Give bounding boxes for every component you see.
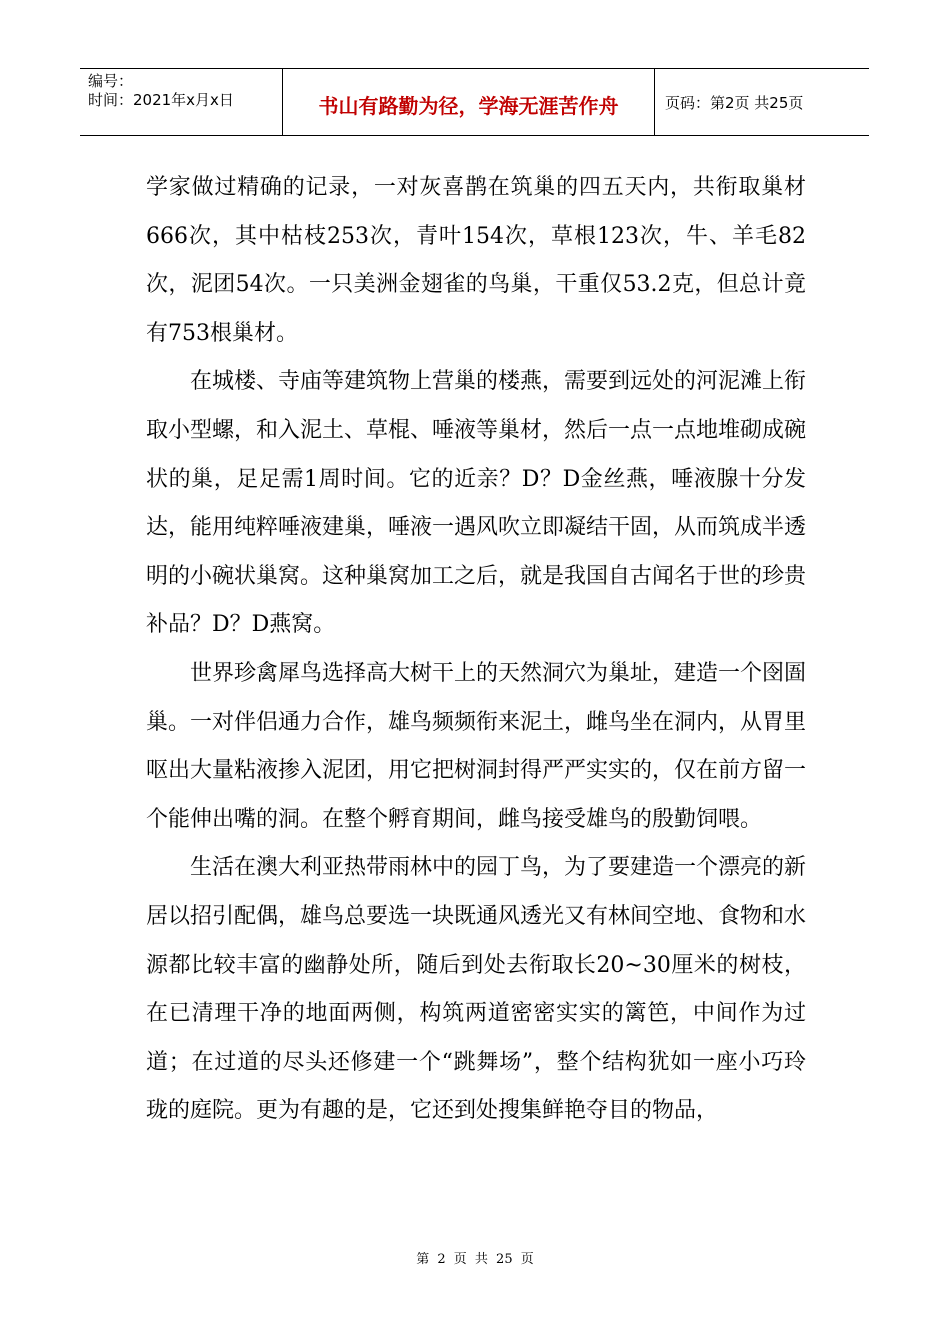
body-paragraph: 学家做过精确的记录，一对灰喜鹊在筑巢的四五天内，共衔取巢材666次，其中枯枝253次，青叶154次，草根123次，牛、羊毛82次，泥团54次。一只美洲金翅雀的鸟巢，干重仅53.2克，但总计竟有753根巢材。 [146, 175, 806, 346]
header-motto: 书山有路勤为径，学海无涯苦作舟 [283, 69, 655, 135]
header-meta [80, 69, 283, 135]
document-body [146, 164, 806, 1136]
page-footer: 第 2 页 共 25 页 [416, 1252, 534, 1267]
body-paragraph: 生活在澳大利亚热带雨林中的园丁鸟，为了要建造一个漂亮的新居以招引配偶，雄鸟总要选一块既通风透光又有林间空地、食物和水源都比较丰富的幽静处所，随后到处去衔取长20~30厘米的树枝，在已清理干净的地面两侧，构筑两道密密实实的篱笆，中间作为过道；在过道的尽头还修建一个“跳舞场”，整个结构犹如一座小巧玲珑的庭院。更为有趣的是，它还到处搜集鲜艳夺目的物品， [146, 855, 807, 1124]
page-header [80, 68, 869, 136]
body-paragraph: 在城楼、寺庙等建筑物上营巢的楼燕，需要到远处的河泥滩上衔取小型螺，和入泥土、草棍、唾液等巢材，然后一点一点地堆砌成碗状的巢，足足需1周时间。它的近亲？D？D金丝燕，唾液腺十分发达，能用纯粹唾液建巢，唾液一遇风吹立即凝结干固，从而筑成半透明的小碗状巢窝。这种巢窝加工之后，就是我国自古闻名于世的珍贵补品？D？D燕窝。 [146, 369, 807, 638]
body-paragraph: 世界珍禽犀鸟选择高大树干上的天然洞穴为巢址，建造一个囹圄巢。一对伴侣通力合作，雄鸟频频衔来泥土，雌鸟坐在洞内，从胃里呕出大量粘液掺入泥团，用它把树洞封得严严实实的，仅在前方留一个能伸出嘴的洞。在整个孵育期间，雌鸟接受雄鸟的殷勤饲喂。 [146, 660, 807, 832]
header-page-code: 页码：第2页 共25页 [665, 93, 804, 112]
document-time-label: 时间：2021年x月x日 [88, 91, 234, 109]
document-number-label: 编号： [88, 72, 134, 90]
